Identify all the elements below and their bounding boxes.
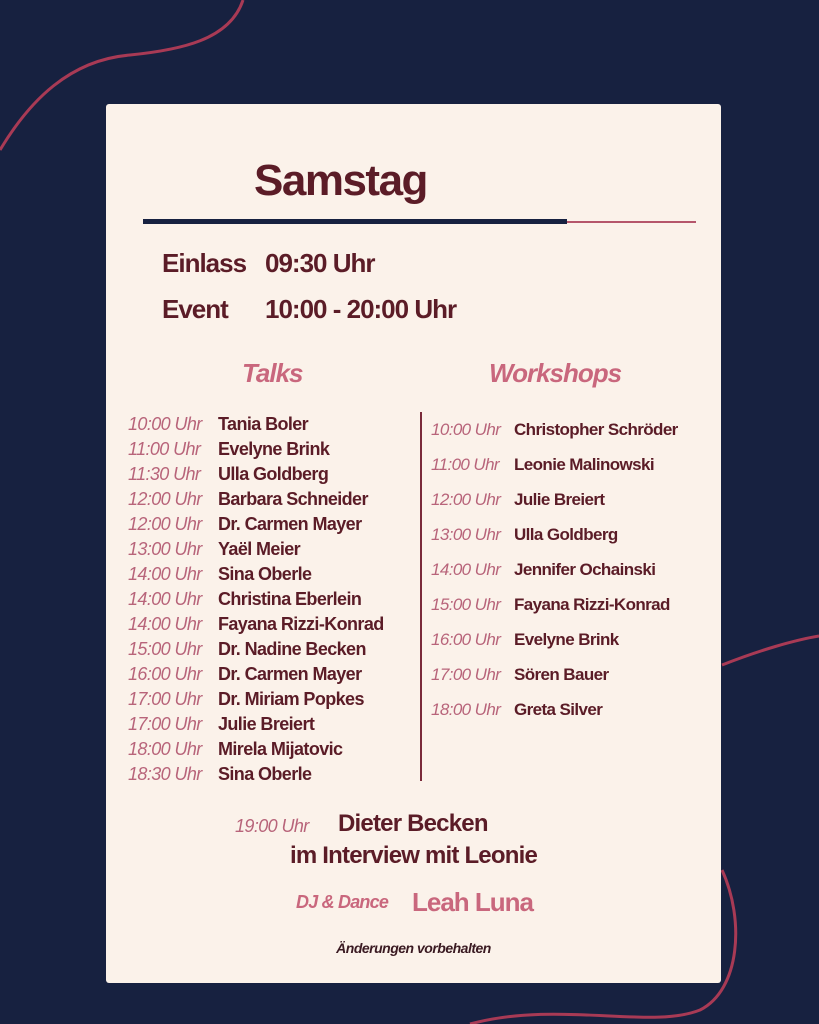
talk-time: 13:00 Uhr	[128, 539, 202, 559]
dj-label: DJ & Dance	[296, 892, 389, 912]
workshop-item	[431, 700, 603, 720]
workshop-time: 12:00 Uhr	[431, 490, 501, 509]
talks-heading: Talks	[242, 358, 303, 388]
workshop-host: Sören Bauer	[514, 665, 609, 684]
talk-item	[128, 664, 362, 685]
workshop-item	[431, 455, 654, 475]
workshop-item	[431, 525, 618, 545]
workshop-host: Greta Silver	[514, 700, 603, 719]
finale-time: 19:00 Uhr	[235, 816, 309, 836]
event-time: 10:00 - 20:00 Uhr	[265, 294, 457, 324]
dj-name: Leah Luna	[412, 887, 534, 917]
schedule-card	[106, 104, 721, 983]
workshop-item	[431, 490, 605, 510]
workshop-host: Julie Breiert	[514, 490, 605, 509]
workshops-heading: Workshops	[489, 358, 622, 388]
entry-time: 09:30 Uhr	[265, 248, 375, 278]
talk-time: 12:00 Uhr	[128, 514, 202, 534]
column-divider	[420, 412, 422, 781]
talk-speaker: Tania Boler	[218, 414, 309, 434]
talk-item	[128, 564, 312, 585]
workshop-time: 16:00 Uhr	[431, 630, 501, 649]
talk-speaker: Dr. Carmen Mayer	[218, 514, 362, 534]
talk-item	[128, 464, 329, 485]
workshop-host: Ulla Goldberg	[514, 525, 618, 544]
entry-label: Einlass	[162, 248, 247, 278]
workshop-host: Christopher Schröder	[514, 420, 678, 439]
workshop-item	[431, 560, 656, 580]
talk-item	[128, 589, 362, 610]
talk-time: 17:00 Uhr	[128, 714, 202, 734]
workshop-host: Leonie Malinowski	[514, 455, 654, 474]
talk-item	[128, 414, 309, 435]
finale-speaker: Dieter Becken	[338, 810, 488, 837]
title-divider	[143, 219, 567, 224]
talk-time: 14:00 Uhr	[128, 564, 202, 584]
talk-speaker: Ulla Goldberg	[218, 464, 329, 484]
talk-item	[128, 614, 384, 635]
talk-time: 17:00 Uhr	[128, 689, 202, 709]
talk-time: 14:00 Uhr	[128, 614, 202, 634]
talk-speaker: Mirela Mijatovic	[218, 739, 343, 759]
workshop-time: 18:00 Uhr	[431, 700, 501, 719]
workshop-host: Jennifer Ochainski	[514, 560, 656, 579]
talk-item	[128, 764, 312, 785]
workshop-time: 15:00 Uhr	[431, 595, 501, 614]
talk-time: 11:00 Uhr	[128, 439, 201, 459]
workshop-host: Fayana Rizzi-Konrad	[514, 595, 670, 614]
workshop-item	[431, 420, 678, 440]
workshop-time: 13:00 Uhr	[431, 525, 501, 544]
talk-item	[128, 539, 301, 560]
talk-speaker: Julie Breiert	[218, 714, 315, 734]
talk-time: 14:00 Uhr	[128, 589, 202, 609]
workshop-time: 10:00 Uhr	[431, 420, 501, 439]
talk-item	[128, 639, 366, 660]
workshop-item	[431, 665, 609, 685]
talk-time: 18:30 Uhr	[128, 764, 202, 784]
day-title: Samstag	[254, 156, 427, 205]
workshop-time: 11:00 Uhr	[431, 455, 499, 474]
talk-speaker: Sina Oberle	[218, 764, 312, 784]
workshop-item	[431, 595, 670, 615]
talk-item	[128, 439, 330, 460]
disclaimer-note: Änderungen vorbehalten	[336, 940, 491, 956]
talk-speaker: Yaël Meier	[218, 539, 301, 559]
talk-speaker: Barbara Schneider	[218, 489, 368, 509]
workshop-host: Evelyne Brink	[514, 630, 619, 649]
event-label: Event	[162, 294, 228, 324]
talk-speaker: Dr. Miriam Popkes	[218, 689, 364, 709]
finale-subtitle: im Interview mit Leonie	[290, 842, 537, 869]
talk-item	[128, 514, 362, 535]
talk-speaker: Christina Eberlein	[218, 589, 362, 609]
title-divider-thin	[567, 221, 696, 223]
talk-time: 18:00 Uhr	[128, 739, 202, 759]
workshop-time: 14:00 Uhr	[431, 560, 501, 579]
talk-speaker: Dr. Nadine Becken	[218, 639, 366, 659]
talk-speaker: Sina Oberle	[218, 564, 312, 584]
workshop-time: 17:00 Uhr	[431, 665, 501, 684]
talk-item	[128, 714, 315, 735]
talk-time: 12:00 Uhr	[128, 489, 202, 509]
talk-speaker: Evelyne Brink	[218, 439, 330, 459]
talk-speaker: Fayana Rizzi-Konrad	[218, 614, 384, 634]
talk-item	[128, 739, 343, 760]
talk-time: 16:00 Uhr	[128, 664, 202, 684]
talk-time: 10:00 Uhr	[128, 414, 202, 434]
talk-speaker: Dr. Carmen Mayer	[218, 664, 362, 684]
talk-time: 15:00 Uhr	[128, 639, 202, 659]
workshop-item	[431, 630, 619, 650]
talk-item	[128, 489, 368, 510]
talk-time: 11:30 Uhr	[128, 464, 201, 484]
talk-item	[128, 689, 364, 710]
